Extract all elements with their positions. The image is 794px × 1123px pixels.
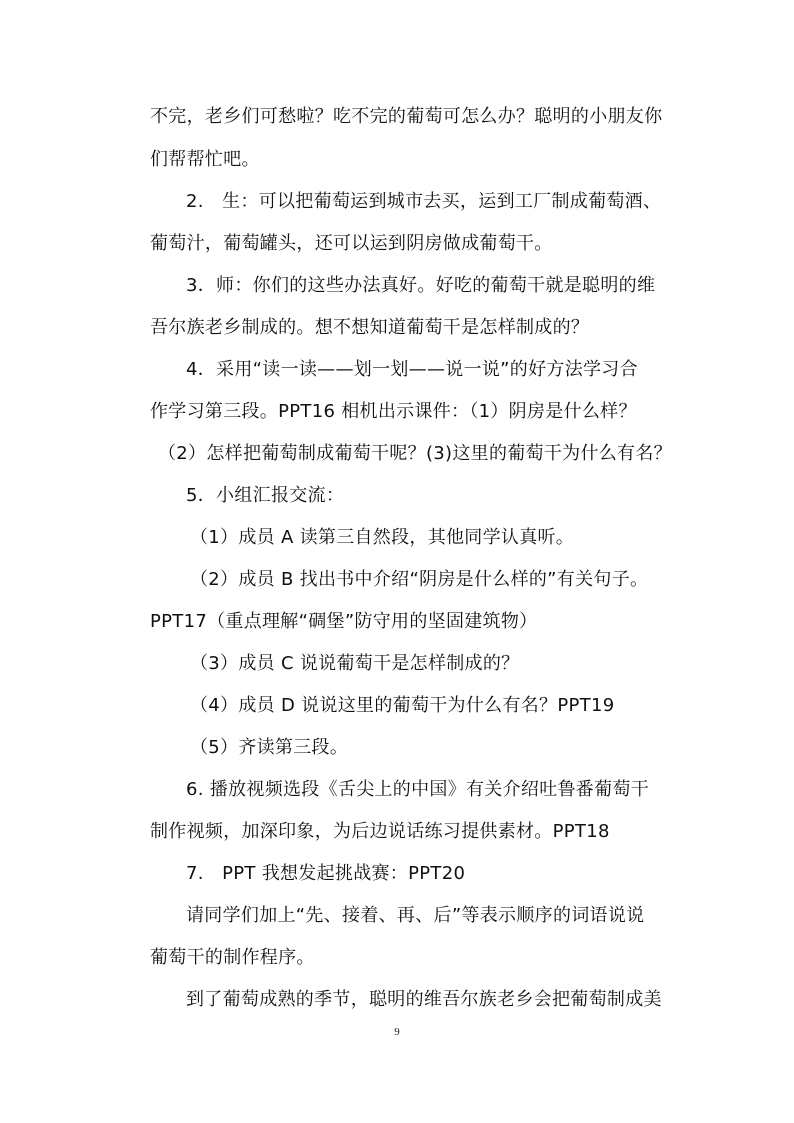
text-line-8: 作学习第三段。PPT16 相机出示课件：（1）阴房是什么样？: [150, 401, 637, 422]
text-line-12: （2）成员 B 找出书中介绍“阴房是什么样的”有关句子。: [190, 569, 649, 590]
text-line-7: 4．采用“读一读——划一划——说一说”的好方法学习合: [186, 359, 638, 380]
text-line-22: 到了葡萄成熟的季节，聪明的维吾尔族老乡会把葡萄制成美: [186, 989, 662, 1010]
text-line-10: 5．小组汇报交流：: [186, 485, 345, 506]
text-line-6: 吾尔族老乡制成的。想不想知道葡萄干是怎样制成的？: [150, 317, 590, 338]
text-line-14: （3）成员 C 说说葡萄干是怎样制成的？: [190, 653, 520, 674]
text-line-3: 2. 生：可以把葡萄运到城市去买，运到工厂制成葡萄酒、: [186, 191, 662, 212]
text-line-20: 请同学们加上“先、接着、再、后”等表示顺序的词语说说: [186, 905, 645, 926]
text-line-2: 们帮帮忙吧。: [150, 149, 260, 170]
text-line-9: （2）怎样把葡萄制成葡萄干呢？(3)这里的葡萄干为什么有名？: [158, 443, 672, 464]
text-line-1: 不完，老乡们可愁啦？吃不完的葡萄可怎么办？聪明的小朋友你: [150, 106, 663, 127]
text-line-21: 葡萄干的制作程序。: [150, 947, 315, 968]
text-line-17: 6. 播放视频选段《舌尖上的中国》有关介绍吐鲁番葡萄干: [186, 779, 649, 800]
text-line-19: 7. PPT 我想发起挑战赛：PPT20: [186, 863, 466, 884]
text-line-4: 葡萄汁，葡萄罐头，还可以运到阴房做成葡萄干。: [150, 233, 553, 254]
text-line-5: 3．师：你们的这些办法真好。好吃的葡萄干就是聪明的维: [186, 275, 656, 296]
page-number: 9: [394, 1026, 400, 1038]
text-line-15: （4）成员 D 说说这里的葡萄干为什么有名？PPT19: [190, 695, 615, 716]
text-line-13: PPT17（重点理解“碉堡”防守用的坚固建筑物）: [150, 611, 538, 632]
text-line-11: （1）成员 A 读第三自然段，其他同学认真听。: [190, 527, 575, 548]
text-line-16: （5）齐读第三段。: [190, 737, 349, 758]
text-line-18: 制作视频，加深印象，为后边说话练习提供素材。PPT18: [150, 821, 610, 842]
